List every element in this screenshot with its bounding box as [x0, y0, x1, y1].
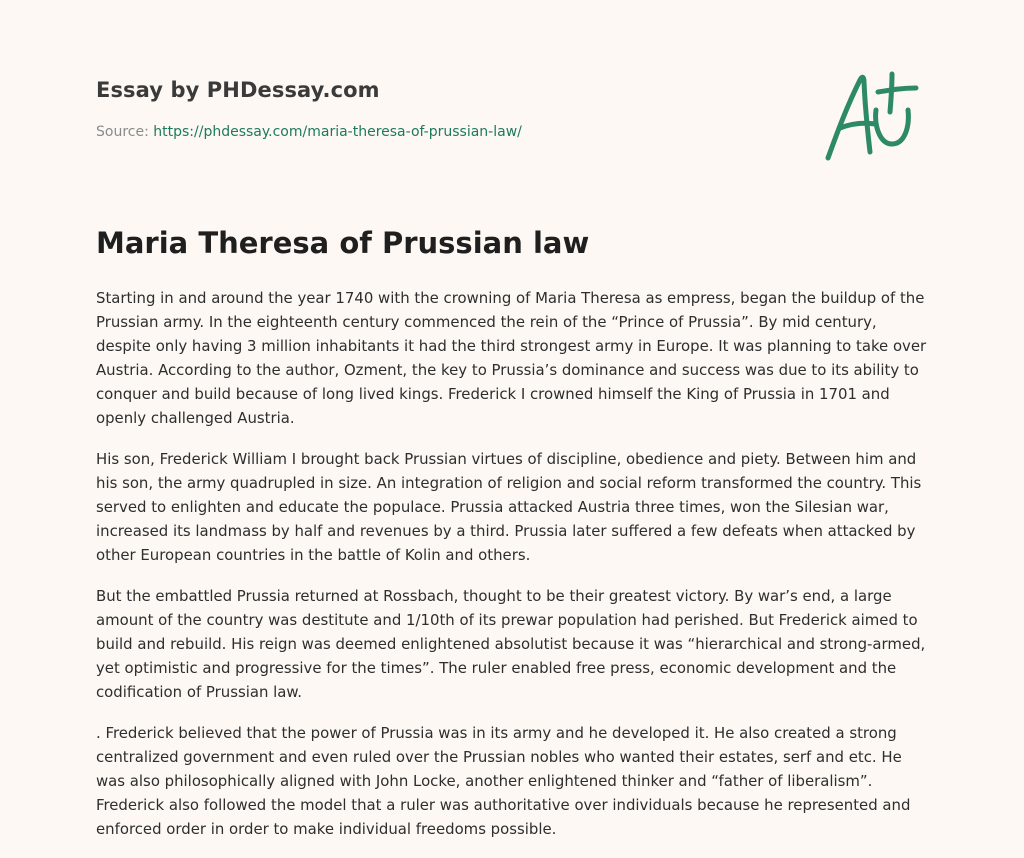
- source-label: Source:: [96, 124, 154, 140]
- source-link[interactable]: https://phdessay.com/maria-theresa-of-prussian-law/: [153, 124, 522, 140]
- essay-body: [96, 286, 928, 858]
- source-line: [96, 124, 522, 140]
- a-plus-logo-icon: [818, 66, 930, 166]
- essay-paragraph: . Frederick believed that the power of Prussia was in its army and he developed it. He also created a strong centralized government and even ruled over the Prussian nobles who wanted their estates, serf and etc. He was also philosophically aligned with John Locke, another enlightened thinker and “father of liberalism”. Frederick also followed the model that a ruler was authoritative over individuals because he represented and enforced order in order to make individual freedoms possible.: [96, 724, 911, 838]
- site-header: [96, 78, 380, 102]
- site-brand: Essay by PHDessay.com: [96, 78, 380, 102]
- essay-paragraph: His son, Frederick William I brought back Prussian virtues of discipline, obedience and piety. Between him and his son, the army quadrupled in size. An integration of religion and social reform transformed the country. This served to enlighten and educate the populace. Prussia attacked Austria three times, won the Silesian war, increased its landmass by half and revenues by a third. Prussia later suffered a few defeats when attacked by other European countries in the battle of Kolin and others.: [96, 450, 922, 564]
- essay-paragraph: Starting in and around the year 1740 with the crowning of Maria Theresa as empress, began the buildup of the Prussian army. In the eighteenth century commenced the rein of the “Prince of Prussia”. By mid century, despite only having 3 million inhabitants it had the third strongest army in Europe. It was planning to take over Austria. According to the author, Ozment, the key to Prussia’s dominance and success was due to its ability to conquer and build because of long lived kings. Frederick I crowned himself the King of Prussia in 1701 and openly challenged Austria.: [96, 289, 927, 427]
- essay-title: Maria Theresa of Prussian law: [96, 226, 590, 260]
- essay-paragraph: But the embattled Prussia returned at Rossbach, thought to be their greatest victory. By war’s end, a large amount of the country was destitute and 1/10th of its prewar population had perished. But Frederick aimed to build and rebuild. His reign was deemed enlightened absolutist because it was “hierarchical and strong-armed, yet optimistic and progressive for the times”. The ruler enabled free press, economic development and the codification of Prussian law.: [96, 587, 926, 701]
